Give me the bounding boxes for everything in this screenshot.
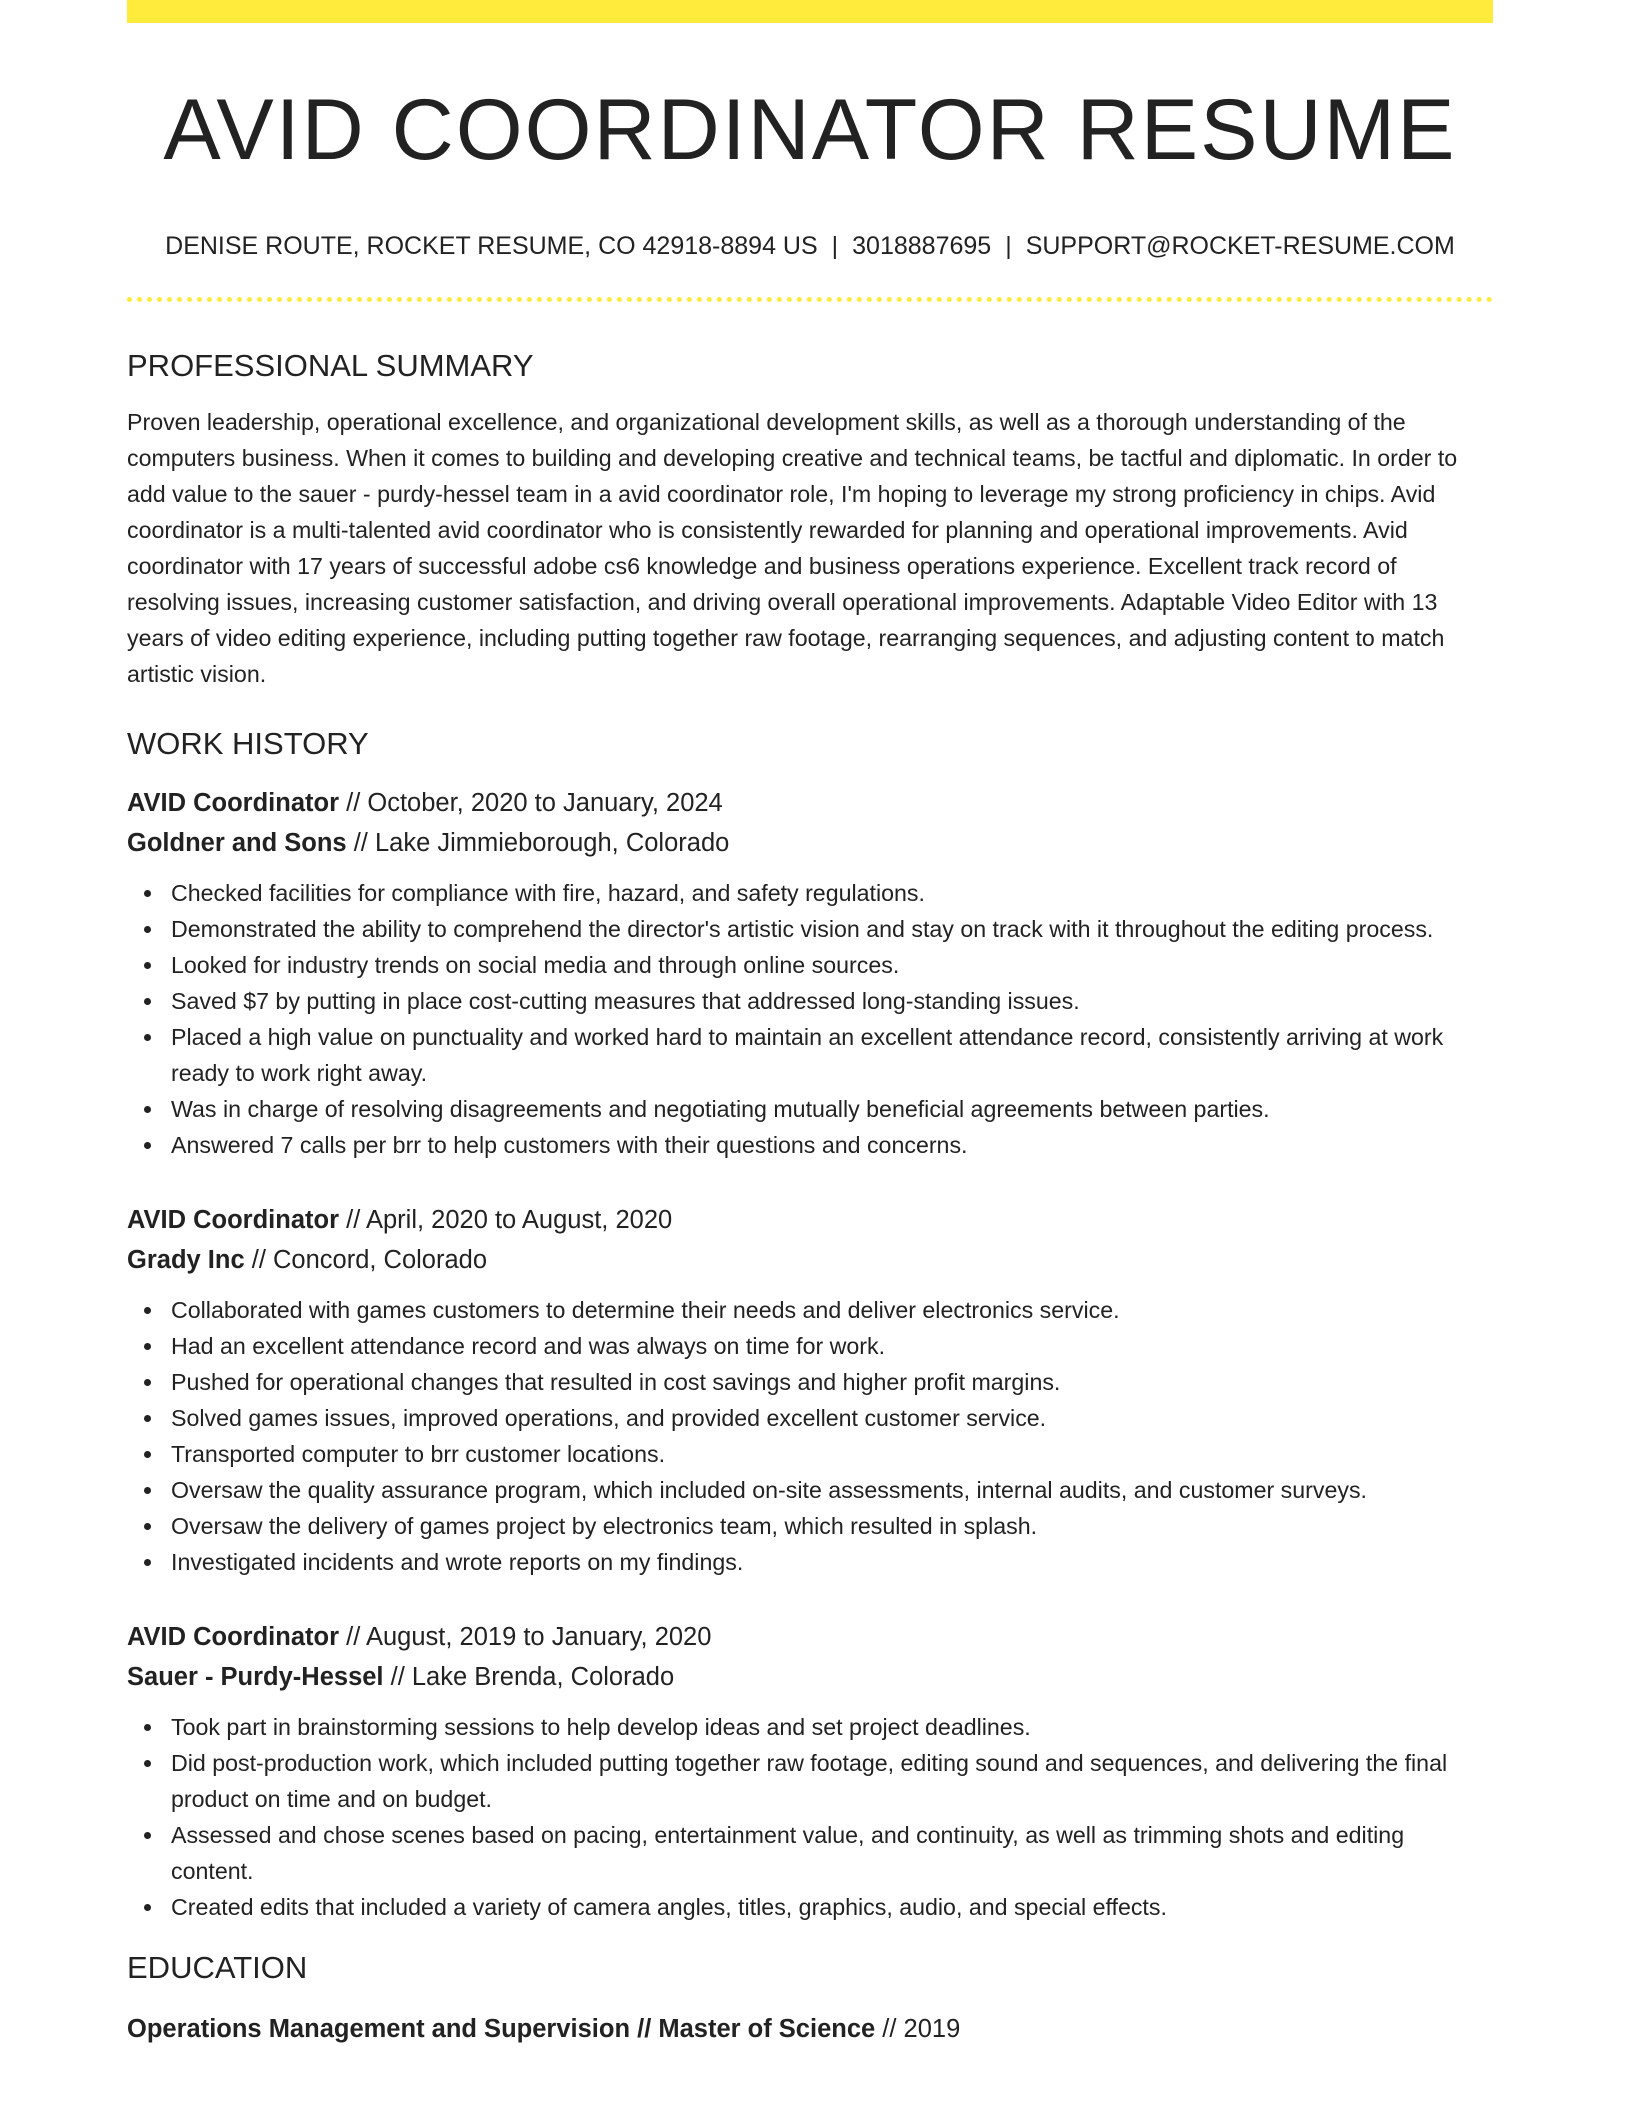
job-title-line bbox=[127, 1200, 1493, 1240]
job-dates: // August, 2019 to January, 2020 bbox=[346, 1623, 712, 1652]
job-bullet: Oversaw the delivery of games project by electronics team, which resulted in splash. bbox=[171, 1508, 1493, 1544]
job-bullet: Investigated incidents and wrote reports on my findings. bbox=[171, 1544, 1493, 1580]
job-bullet-list bbox=[127, 1292, 1493, 1580]
job-company: Sauer - Purdy-Hessel bbox=[127, 1663, 384, 1692]
contact-separator: | bbox=[831, 232, 839, 260]
job-dates: // April, 2020 to August, 2020 bbox=[346, 1206, 673, 1235]
page-title: AVID COORDINATOR RESUME bbox=[163, 82, 1457, 178]
job-entry bbox=[127, 1617, 1493, 1925]
job-bullet: Had an excellent attendance record and was always on time for work. bbox=[171, 1328, 1493, 1364]
job-bullet: Solved games issues, improved operations, and provided excellent customer service. bbox=[171, 1400, 1493, 1436]
education-degree: // Master of Science bbox=[637, 2014, 876, 2043]
contact-phone: 3018887695 bbox=[852, 232, 992, 260]
dotted-divider bbox=[127, 297, 1493, 302]
job-company-line bbox=[127, 1657, 1493, 1697]
job-bullet: Transported computer to brr customer locations. bbox=[171, 1436, 1493, 1472]
job-company-line bbox=[127, 823, 1493, 863]
contact-email: SUPPORT@ROCKET-RESUME.COM bbox=[1025, 232, 1455, 260]
job-bullet: Did post-production work, which included putting together raw footage, editing sound and sequences, and delivering the final product on time and on budget. bbox=[171, 1745, 1493, 1817]
job-bullet: Collaborated with games customers to determine their needs and deliver electronics service. bbox=[171, 1292, 1493, 1328]
job-title-line bbox=[127, 783, 1493, 823]
job-bullet-list bbox=[127, 1709, 1493, 1925]
job-bullet: Answered 7 calls per brr to help customers with their questions and concerns. bbox=[171, 1127, 1493, 1163]
contact-address: DENISE ROUTE, ROCKET RESUME, CO 42918-8894 US bbox=[165, 232, 818, 260]
job-entry bbox=[127, 1200, 1493, 1580]
work-history-heading: WORK HISTORY bbox=[127, 726, 369, 762]
job-dates: // October, 2020 to January, 2024 bbox=[346, 789, 723, 818]
job-bullet: Demonstrated the ability to comprehend the director's artistic vision and stay on track with it throughout the editing process. bbox=[171, 911, 1493, 947]
job-title: AVID Coordinator bbox=[127, 789, 340, 818]
contact-separator: | bbox=[1005, 232, 1012, 260]
job-location: // Lake Brenda, Colorado bbox=[390, 1663, 675, 1692]
job-location: // Concord, Colorado bbox=[251, 1246, 488, 1275]
job-title: AVID Coordinator bbox=[127, 1623, 340, 1652]
top-accent-bar bbox=[127, 0, 1493, 23]
job-title: AVID Coordinator bbox=[127, 1206, 340, 1235]
job-bullet-list bbox=[127, 875, 1493, 1163]
job-bullet: Assessed and chose scenes based on pacing, entertainment value, and continuity, as well as trimming shots and editing content. bbox=[171, 1817, 1493, 1889]
job-company: Goldner and Sons bbox=[127, 829, 347, 858]
job-bullet: Checked facilities for compliance with fire, hazard, and safety regulations. bbox=[171, 875, 1493, 911]
summary-heading: PROFESSIONAL SUMMARY bbox=[127, 348, 534, 383]
job-location: // Lake Jimmieborough, Colorado bbox=[353, 829, 730, 858]
education-year: // 2019 bbox=[882, 2014, 961, 2043]
education-entry bbox=[127, 2009, 1493, 2049]
summary-text: Proven leadership, operational excellence, and organizational development skills, as well as a thorough understanding of the computers business. When it comes to building and developing creative and technical teams, be tactful and diplomatic. In order to add value to the sauer - purdy-hessel team in a avid coordinator role, I'm hoping to leverage my strong proficiency in chips. Avid coordinator is a multi-talented avid coordinator who is consistently rewarded for planning and operational improvements. Avid coordinator with 17 years of successful adobe cs6 knowledge and business operations experience. Excellent track record of resolving issues, increasing customer satisfaction, and driving overall operational improvements. Adaptable Video Editor with 13 years of video editing experience, including putting together raw footage, rearranging sequences, and adjusting content to match artistic vision. bbox=[127, 409, 1458, 688]
resume-content bbox=[127, 0, 1493, 2049]
education-field: Operations Management and Supervision bbox=[127, 2014, 631, 2043]
job-bullet: Took part in brainstorming sessions to help develop ideas and set project deadlines. bbox=[171, 1709, 1493, 1745]
job-bullet: Looked for industry trends on social media and through online sources. bbox=[171, 947, 1493, 983]
job-bullet: Created edits that included a variety of camera angles, titles, graphics, audio, and special effects. bbox=[171, 1889, 1493, 1925]
education-heading: EDUCATION bbox=[127, 1950, 308, 1986]
job-title-line bbox=[127, 1617, 1493, 1657]
job-bullet: Was in charge of resolving disagreements and negotiating mutually beneficial agreements between parties. bbox=[171, 1091, 1493, 1127]
job-bullet: Pushed for operational changes that resulted in cost savings and higher profit margins. bbox=[171, 1364, 1493, 1400]
job-bullet: Saved $7 by putting in place cost-cutting measures that addressed long-standing issues. bbox=[171, 983, 1493, 1019]
job-company: Grady Inc bbox=[127, 1246, 245, 1275]
contact-line bbox=[127, 231, 1493, 261]
job-company-line bbox=[127, 1240, 1493, 1280]
job-entry bbox=[127, 783, 1493, 1163]
job-bullet: Oversaw the quality assurance program, which included on-site assessments, internal audits, and customer surveys. bbox=[171, 1472, 1493, 1508]
job-bullet: Placed a high value on punctuality and worked hard to maintain an excellent attendance record, consistently arriving at work ready to work right away. bbox=[171, 1019, 1493, 1091]
